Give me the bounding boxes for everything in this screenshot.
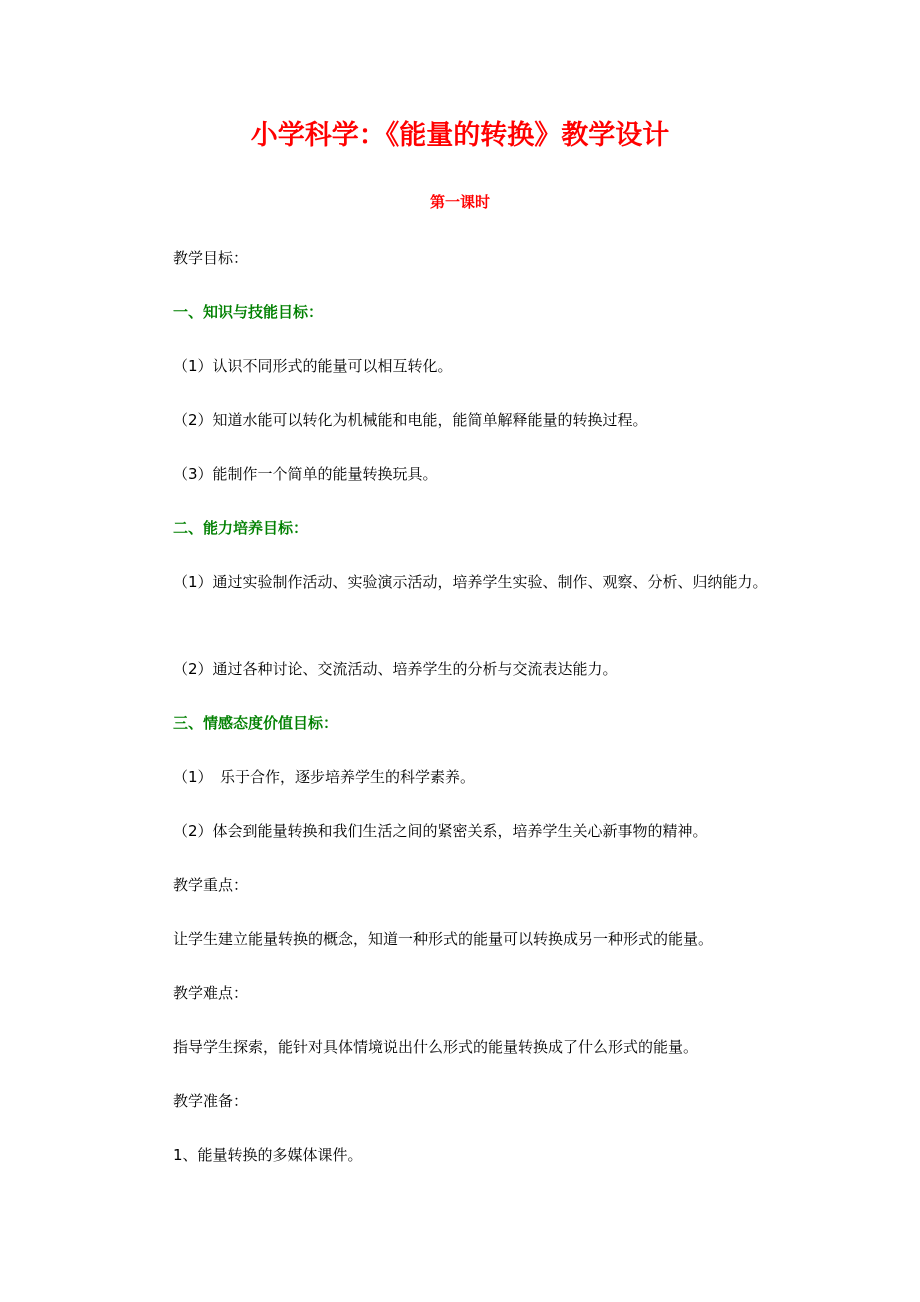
lesson-subtitle: 第一课时 [429,193,490,211]
key-points-text: 让学生建立能量转换的概念，知道一种形式的能量可以转换成另一种形式的能量。 [173,930,714,948]
document-title: 小学科学：《能量的转换》教学设计 [250,120,670,151]
section3-item: （1） 乐于合作，逐步培养学生的科学素养。 [173,768,476,786]
section1-item: （1）认识不同形式的能量可以相互转化。 [173,357,453,375]
section1-item: （3）能制作一个简单的能量转换玩具。 [173,465,438,483]
preparation-item: 1、能量转换的多媒体课件。 [173,1146,363,1164]
section1-item: （2）知道水能可以转化为机械能和电能，能简单解释能量的转换过程。 [173,411,648,429]
teaching-goals-label: 教学目标： [173,249,249,267]
difficulties-label: 教学难点： [173,984,249,1002]
section2-item: （1）通过实验制作活动、实验演示活动，培养学生实验、制作、观察、分析、归纳能力。 [173,573,768,591]
preparation-label: 教学准备： [173,1092,249,1110]
key-points-label: 教学重点： [173,876,249,894]
section3-item: （2）体会到能量转换和我们生活之间的紧密关系，培养学生关心新事物的精神。 [173,822,708,840]
section1-heading: 一、知识与技能目标： [173,303,324,321]
difficulties-text: 指导学生探索，能针对具体情境说出什么形式的能量转换成了什么形式的能量。 [173,1038,699,1056]
section2-heading: 二、能力培养目标： [173,519,309,537]
section3-heading: 三、情感态度价值目标： [173,714,339,732]
section2-item: （2）通过各种讨论、交流活动、培养学生的分析与交流表达能力。 [173,660,618,678]
